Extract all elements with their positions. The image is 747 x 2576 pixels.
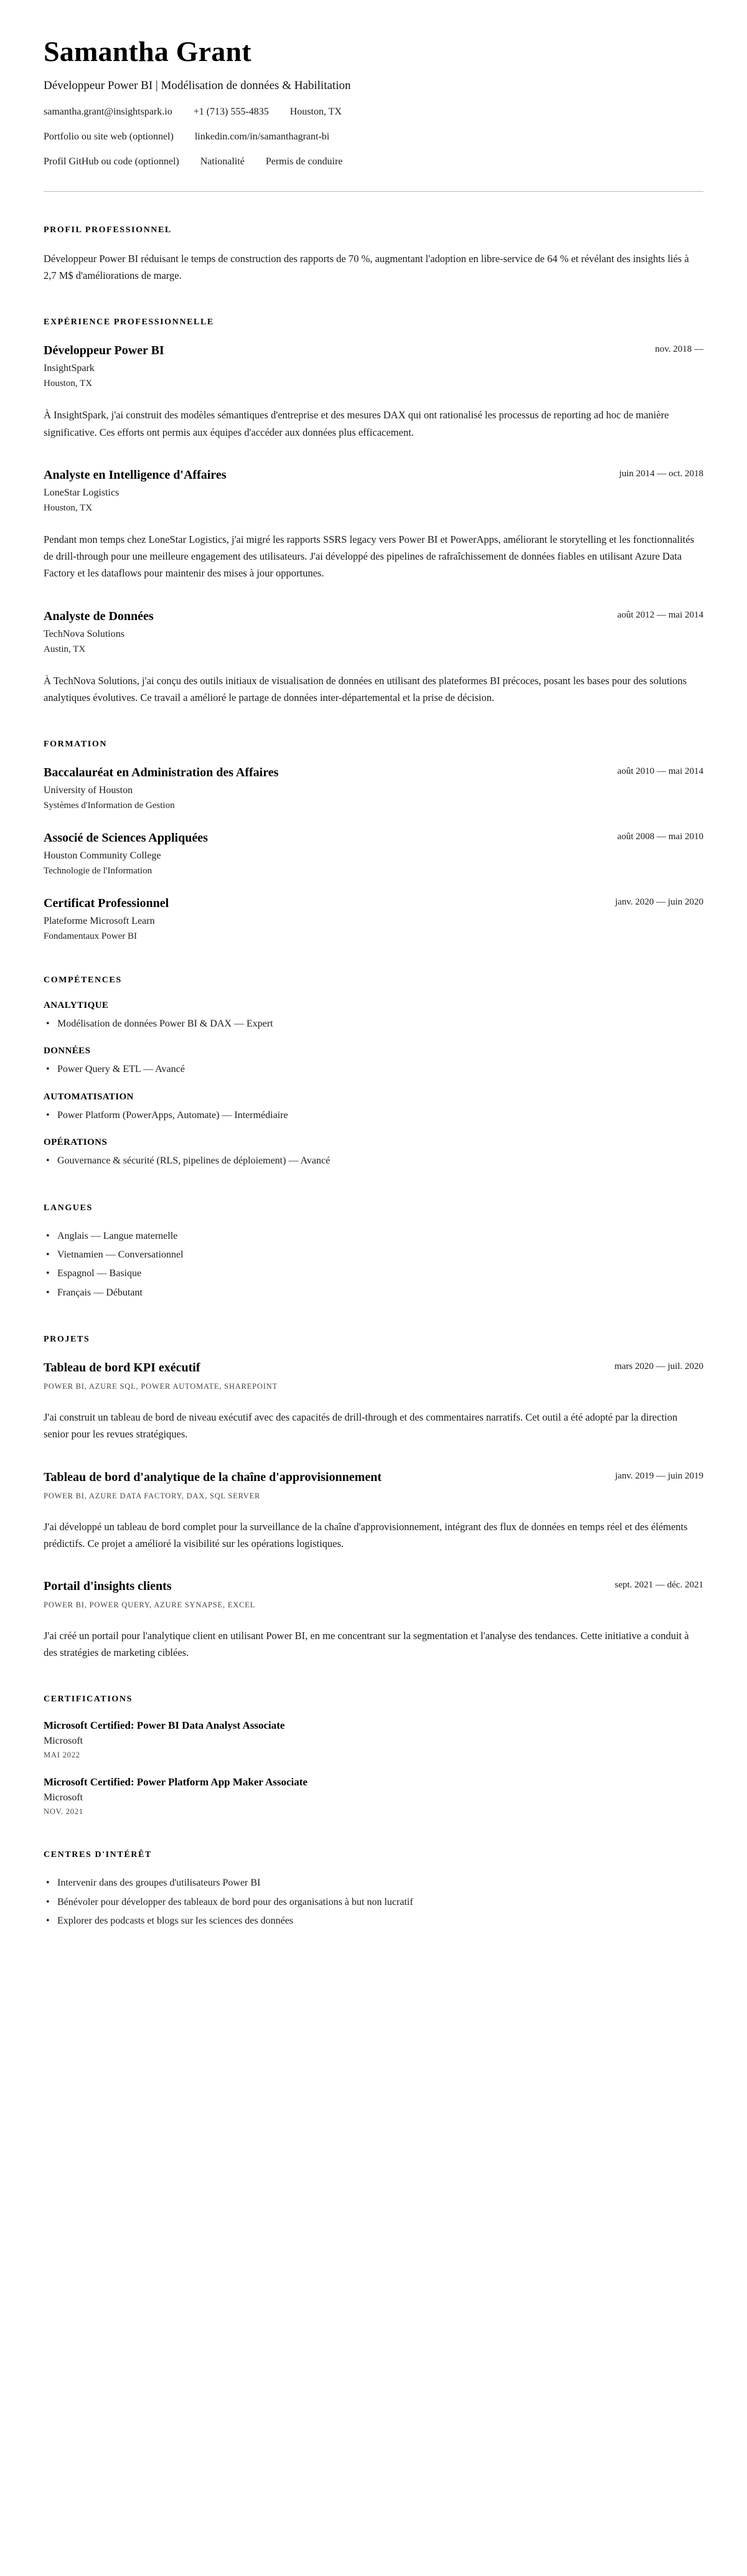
- certification-title: Microsoft Certified: Power BI Data Analyst Associate: [44, 1719, 285, 1732]
- section-education: [44, 740, 703, 942]
- education-dates: août 2010 — mai 2014: [617, 766, 703, 776]
- job-title: Analyste de Données: [44, 609, 154, 623]
- company-name: TechNova Solutions: [44, 628, 125, 639]
- company-name: LoneStar Logistics: [44, 487, 120, 498]
- skill-item: • Modélisation de données Power BI & DAX — Expert: [44, 1016, 703, 1032]
- project-title: Tableau de bord KPI exécutif: [44, 1361, 200, 1375]
- education-heading: FORMATION: [44, 739, 108, 749]
- skill-category: OPÉRATIONS: [44, 1137, 108, 1148]
- contact-phone: +1 (713) 555-4835: [193, 106, 269, 117]
- contact-row-2: [44, 131, 703, 143]
- project-item-head: [44, 1469, 703, 1485]
- experience-item: [44, 608, 703, 706]
- skill-group: [44, 1092, 703, 1124]
- degree-title: Baccalauréat en Administration des Affaires: [44, 765, 279, 779]
- education-dates: août 2008 — mai 2010: [617, 831, 703, 842]
- interest-item: • Intervenir dans des groupes d'utilisateurs Power BI: [44, 1875, 703, 1891]
- contact-nationality: Nationalité: [200, 156, 245, 167]
- interest-item: • Bénévoler pour développer des tableaux de bord pour des organisations à but non lucratif: [44, 1894, 703, 1911]
- skill-list: [44, 1016, 703, 1032]
- school-name: University of Houston: [44, 784, 133, 796]
- skills-heading: COMPÉTENCES: [44, 975, 122, 985]
- skill-category: ANALYTIQUE: [44, 1000, 109, 1010]
- project-title: Tableau de bord d'analytique de la chaîne d'approvisionnement: [44, 1470, 382, 1484]
- interests-heading: CENTRES D'INTÉRÊT: [44, 1850, 152, 1860]
- resume-header: [44, 35, 703, 192]
- degree-title: Associé de Sciences Appliquées: [44, 830, 208, 845]
- section-interests: [44, 1850, 703, 1929]
- project-item: [44, 1360, 703, 1442]
- interest-list: [44, 1875, 703, 1929]
- project-dates: janv. 2019 — juin 2019: [615, 1470, 703, 1481]
- contact-driving-license: Permis de conduire: [265, 156, 343, 167]
- school-name: Plateforme Microsoft Learn: [44, 915, 155, 926]
- profile-heading: PROFIL PROFESSIONNEL: [44, 225, 172, 235]
- education-item: [44, 895, 703, 942]
- project-item: [44, 1578, 703, 1661]
- skill-group: [44, 1046, 703, 1078]
- field-of-study: Fondamentaux Power BI: [44, 931, 137, 941]
- job-description: Pendant mon temps chez LoneStar Logistics, j'ai migré les rapports SSRS legacy vers Power BI et PowerApps, améliorant le storytelling et les fonctionnalités de drill-through pour une meilleure engagement des utilisateurs. J'ai développé des pipelines de rafraîchissement de données fiables en utilisant Azure Data Factory et les dataflows pour maintenir des mises à jour opportunes.: [44, 533, 695, 580]
- job-location: Austin, TX: [44, 644, 86, 654]
- profile-text: Développeur Power BI réduisant le temps de construction des rapports de 70 %, augmentant l'adoption en libre-service de 64 % et révélant des insights liés à 2,7 M$ d'améliorations de marge.: [44, 253, 689, 282]
- candidate-title: Développeur Power BI | Modélisation de données & Habilitation: [44, 79, 351, 92]
- language-item: • Français — Débutant: [44, 1285, 703, 1301]
- project-item: [44, 1469, 703, 1552]
- section-languages: [44, 1203, 703, 1302]
- skill-group: [44, 1137, 703, 1169]
- degree-title: Certificat Professionnel: [44, 896, 169, 910]
- section-skills: [44, 975, 703, 1170]
- job-location: Houston, TX: [44, 378, 93, 389]
- experience-item-head: [44, 342, 703, 359]
- job-title: Analyste en Intelligence d'Affaires: [44, 468, 227, 482]
- certification-item: [44, 1776, 703, 1817]
- contact-row-3: [44, 156, 703, 167]
- skill-item: • Gouvernance & sécurité (RLS, pipelines de déploiement) — Avancé: [44, 1153, 703, 1169]
- education-item: [44, 830, 703, 877]
- section-certifications: [44, 1695, 703, 1817]
- experience-item: [44, 342, 703, 440]
- project-item-head: [44, 1360, 703, 1376]
- language-list: [44, 1228, 703, 1302]
- experience-heading: EXPÉRIENCE PROFESSIONNELLE: [44, 317, 214, 327]
- certification-issuer: Microsoft: [44, 1792, 83, 1803]
- project-tech-stack: POWER BI, POWER QUERY, AZURE SYNAPSE, EXCEL: [44, 1600, 256, 1609]
- contact-location: Houston, TX: [289, 106, 342, 117]
- project-description: J'ai développé un tableau de bord complet pour la surveillance de la chaîne d'approvisionnement, intégrant des flux de données en temps réel et des éléments prédictifs. Ce projet a amélioré la visibilité sur les opérations logistiques.: [44, 1520, 688, 1549]
- education-item-head: [44, 895, 703, 911]
- experience-item-head: [44, 467, 703, 483]
- project-description: J'ai créé un portail pour l'analytique client en utilisant Power BI, en me concentrant sur la segmentation et l'analyse des tendances. Cette initiative a conduit à des stratégies de marketing ciblées.: [44, 1629, 689, 1659]
- header-divider: [44, 191, 703, 192]
- skill-list: [44, 1107, 703, 1124]
- certification-title: Microsoft Certified: Power Platform App Maker Associate: [44, 1776, 308, 1789]
- language-item: • Espagnol — Basique: [44, 1266, 703, 1282]
- certification-date: MAI 2022: [44, 1751, 80, 1760]
- project-item-head: [44, 1578, 703, 1594]
- language-item: • Anglais — Langue maternelle: [44, 1228, 703, 1244]
- candidate-name: Samantha Grant: [44, 35, 251, 67]
- contact-linkedin: linkedin.com/in/samanthagrant-bi: [194, 131, 330, 142]
- education-item-head: [44, 830, 703, 846]
- certifications-heading: CERTIFICATIONS: [44, 1695, 133, 1704]
- job-dates: août 2012 — mai 2014: [617, 609, 703, 620]
- job-title: Développeur Power BI: [44, 344, 164, 358]
- contact-email: samantha.grant@insightspark.io: [44, 106, 172, 117]
- company-name: InsightSpark: [44, 363, 95, 374]
- field-of-study: Technologie de l'Information: [44, 865, 153, 876]
- project-dates: mars 2020 — juil. 2020: [614, 1361, 703, 1372]
- section-profile: [44, 225, 703, 284]
- job-description: À InsightSpark, j'ai construit des modèles sémantiques d'entreprise et des mesures DAX qui ont rationalisé les processus de reporting ad hoc de manière significative. Ces efforts ont permis aux équipes d'accéder aux données plus efficacement.: [44, 409, 669, 438]
- job-description: À TechNova Solutions, j'ai conçu des outils initiaux de visualisation de données en utilisant des plateformes BI précoces, posant les bases pour des solutions analytiques évolutives. Ce travail a amélioré le partage de données inter-départemental et la prise de décision.: [44, 674, 687, 703]
- school-name: Houston Community College: [44, 850, 161, 861]
- contact-github: Profil GitHub ou code (optionnel): [44, 156, 179, 167]
- certification-item: [44, 1719, 703, 1760]
- interest-item: • Explorer des podcasts et blogs sur les sciences des données: [44, 1913, 703, 1929]
- skill-list: [44, 1061, 703, 1078]
- languages-heading: LANGUES: [44, 1203, 93, 1213]
- certification-date: NOV. 2021: [44, 1807, 83, 1817]
- section-projects: [44, 1335, 703, 1661]
- skill-category: DONNÉES: [44, 1046, 91, 1056]
- skill-category: AUTOMATISATION: [44, 1091, 134, 1102]
- job-location: Houston, TX: [44, 502, 93, 513]
- experience-item: [44, 467, 703, 582]
- education-item-head: [44, 764, 703, 781]
- skill-group: [44, 1000, 703, 1032]
- skill-item: • Power Platform (PowerApps, Automate) — Intermédiaire: [44, 1107, 703, 1124]
- contact-portfolio: Portfolio ou site web (optionnel): [44, 131, 174, 142]
- experience-item-head: [44, 608, 703, 624]
- project-dates: sept. 2021 — déc. 2021: [614, 1579, 703, 1590]
- job-dates: juin 2014 — oct. 2018: [619, 468, 703, 479]
- field-of-study: Systèmes d'Information de Gestion: [44, 800, 175, 811]
- project-tech-stack: POWER BI, AZURE DATA FACTORY, DAX, SQL SERVER: [44, 1491, 261, 1500]
- job-dates: nov. 2018 —: [655, 344, 703, 355]
- education-item: [44, 764, 703, 811]
- skill-item: • Power Query & ETL — Avancé: [44, 1061, 703, 1078]
- skill-list: [44, 1153, 703, 1169]
- project-tech-stack: POWER BI, AZURE SQL, POWER AUTOMATE, SHAREPOINT: [44, 1382, 278, 1391]
- certification-issuer: Microsoft: [44, 1736, 83, 1747]
- language-item: • Vietnamien — Conversationnel: [44, 1247, 703, 1263]
- projects-heading: PROJETS: [44, 1335, 90, 1345]
- project-title: Portail d'insights clients: [44, 1579, 172, 1593]
- project-description: J'ai construit un tableau de bord de niveau exécutif avec des capacités de drill-through et des commentaires narratifs. Cet outil a été adopté par la direction senior pour les revues stratégiques.: [44, 1411, 678, 1441]
- section-experience: [44, 317, 703, 706]
- contact-row-1: [44, 106, 703, 118]
- education-dates: janv. 2020 — juin 2020: [615, 896, 703, 907]
